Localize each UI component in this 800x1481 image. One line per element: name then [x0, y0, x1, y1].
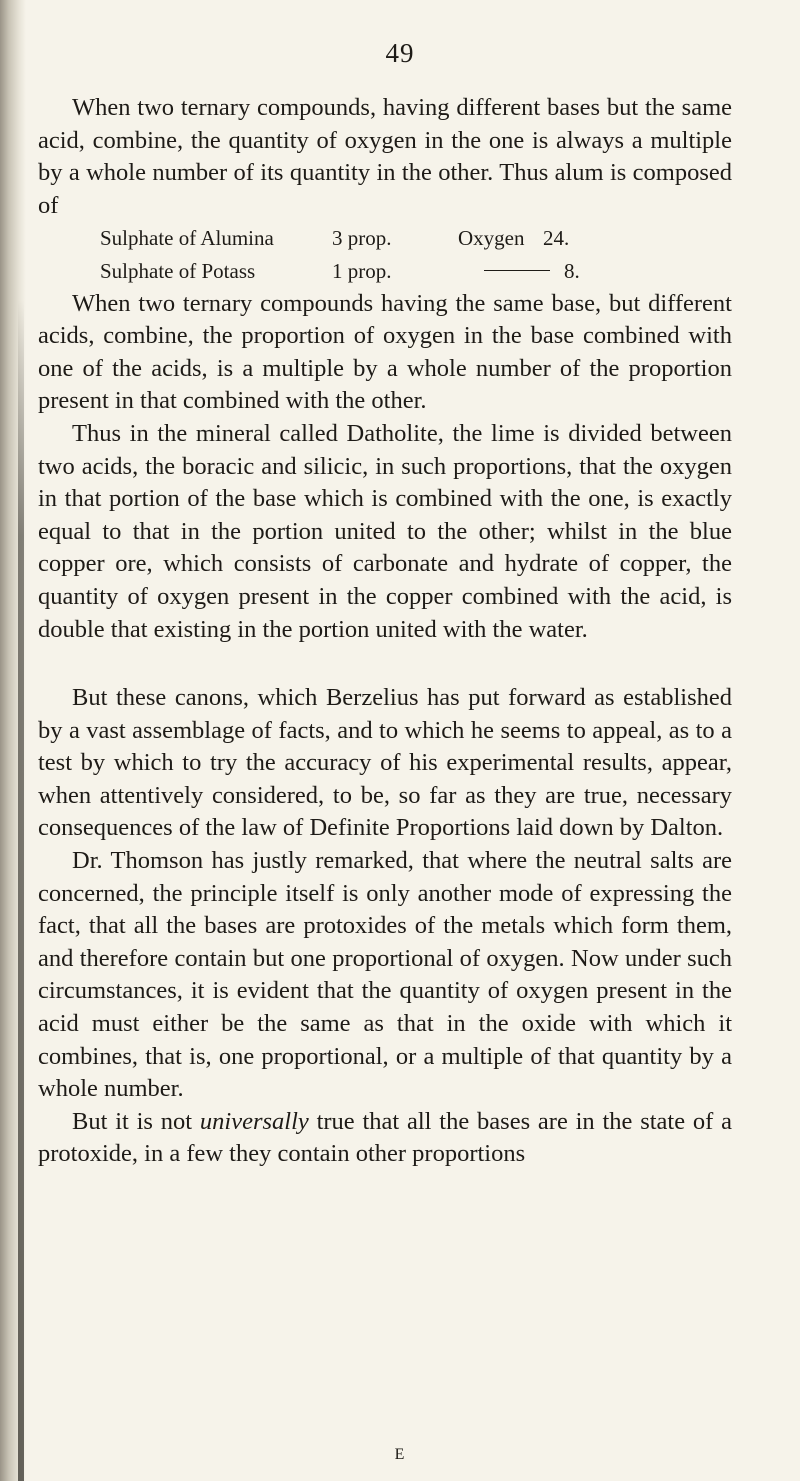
- paragraph-datholite: Thus in the mineral called Datholite, the lime is divided between two acids, the boracic and silicic, in such proportions, that the oxygen in that portion of the base which is combined with the one, is exactly equal to that in the portion united to the other; whilst in the blue copper ore, which consists of carbonate and hydrate of copper, the quantity of oxygen present in the copper combined with the acid, is double that existing in the portion united with the water.: [38, 419, 732, 643]
- paragraph-universally: [38, 1106, 732, 1171]
- page-number: 49: [385, 38, 415, 68]
- paragraph-thomson: Dr. Thomson has justly remarked, that where the neutral salts are concerned, the principle itself is only another mode of expressing the fact, that all the bases are protoxides of the metals which form them, and therefore contain but one proportional of oxygen. Now under such circumstances, it is evident that the quantity of oxygen present in the acid must either be the same as that in the oxide with which it combines, that is, one proportional, or a multiple of that quantity by a whole number.: [38, 847, 732, 1103]
- proportion: 1 prop.: [332, 258, 392, 283]
- emphasis-universally: universally: [199, 1107, 309, 1135]
- ditto-dash: [484, 270, 550, 271]
- compound-name: Sulphate of Potass: [100, 258, 256, 283]
- alum-table-row: [38, 222, 732, 255]
- paragraph-ternary-same-base: When two ternary compounds having the same base, but different acids, combine, the proportion of oxygen in the base combined with one of the acids, is a multiple by a whole number of the proportion present in that combined with the other.: [38, 289, 732, 415]
- oxygen-label: Oxygen: [458, 226, 525, 251]
- alum-table-row: [38, 255, 732, 288]
- paragraph-ternary-same-acid: When two ternary compounds, having different bases but the same acid, combine, the quantity of oxygen in the one is always a multiple by a whole number of its quantity in the other. Thus alum is composed of: [38, 94, 732, 219]
- oxygen-value: 24.: [543, 226, 570, 251]
- oxygen-value: 8.: [564, 258, 580, 283]
- text-run: true that all the bases are in the state of a protoxide, in a few they contain other proportions: [38, 1107, 733, 1168]
- paragraph-canons: But these canons, which Berzelius has put forward as established by a vast assemblage of facts, and to which he seems to appeal, as to a test by which to try the accuracy of his experimental results, appear, when attentively considered, to be, so far as they are true, necessary consequences of the law of Definite Proportions laid down by Dalton.: [38, 684, 732, 842]
- binding-edge: [18, 300, 24, 1481]
- compound-name: Sulphate of Alumina: [100, 226, 274, 251]
- body-text: [38, 92, 732, 1171]
- signature-mark: E: [394, 1446, 406, 1463]
- proportion: 3 prop.: [332, 226, 392, 251]
- text-run: But it is not: [72, 1107, 200, 1135]
